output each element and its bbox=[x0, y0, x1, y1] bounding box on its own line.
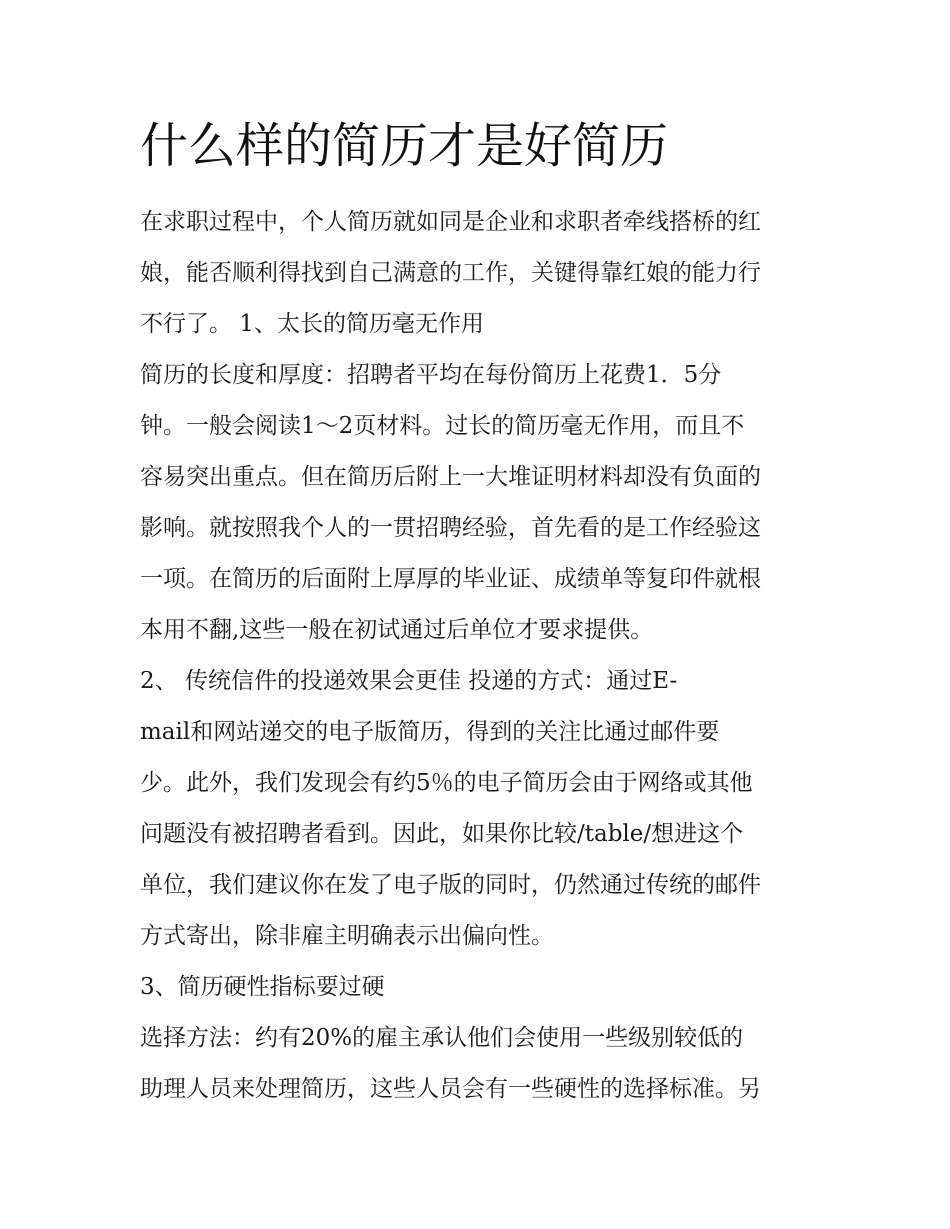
body-line-13: 问题没有被招聘者看到。因此，如果你比较/table/想进这个 bbox=[140, 821, 744, 847]
page-title: 什么样的简历才是好简历 bbox=[140, 118, 669, 174]
body-line-17: 选择方法：约有20%的雇主承认他们会使用一些级别较低的 bbox=[140, 1025, 744, 1051]
body-line-2: 娘，能否顺利得找到自己满意的工作，关键得靠红娘的能力行 bbox=[140, 260, 761, 286]
body-line-4: 简历的长度和厚度：招聘者平均在每份简历上花费1．5分 bbox=[140, 362, 722, 388]
body-line-9: 本用不翻,这些一般在初试通过后单位才要求提供。 bbox=[140, 617, 654, 643]
body-line-14: 单位，我们建议你在发了电子版的同时，仍然通过传统的邮件 bbox=[140, 872, 761, 898]
body-line-12: 少。此外，我们发现会有约5％的电子简历会由于网络或其他 bbox=[140, 770, 753, 796]
body-line-7: 影响。就按照我个人的一贯招聘经验，首先看的是工作经验这 bbox=[140, 515, 761, 541]
body-line-18: 助理人员来处理简历，这些人员会有一些硬性的选择标准。另 bbox=[140, 1076, 761, 1102]
body-line-3: 不行了。 1、太长的简历毫无作用 bbox=[140, 311, 484, 337]
body-line-1: 在求职过程中，个人简历就如同是企业和求职者牵线搭桥的红 bbox=[140, 209, 761, 235]
body-line-15: 方式寄出，除非雇主明确表示出偏向性。 bbox=[140, 923, 554, 949]
body-line-11: mail和网站递交的电子版简历，得到的关注比通过邮件要 bbox=[140, 719, 720, 745]
body-line-5: 钟。一般会阅读1～2页材料。过长的简历毫无作用，而且不 bbox=[140, 413, 745, 439]
body-line-16: 3、简历硬性指标要过硬 bbox=[140, 974, 385, 1000]
body-line-8: 一项。在简历的后面附上厚厚的毕业证、成绩单等复印件就根 bbox=[140, 566, 761, 592]
body-line-6: 容易突出重点。但在简历后附上一大堆证明材料却没有负面的 bbox=[140, 464, 761, 490]
body-line-10: 2、 传统信件的投递效果会更佳 投递的方式：通过E- bbox=[140, 668, 678, 694]
